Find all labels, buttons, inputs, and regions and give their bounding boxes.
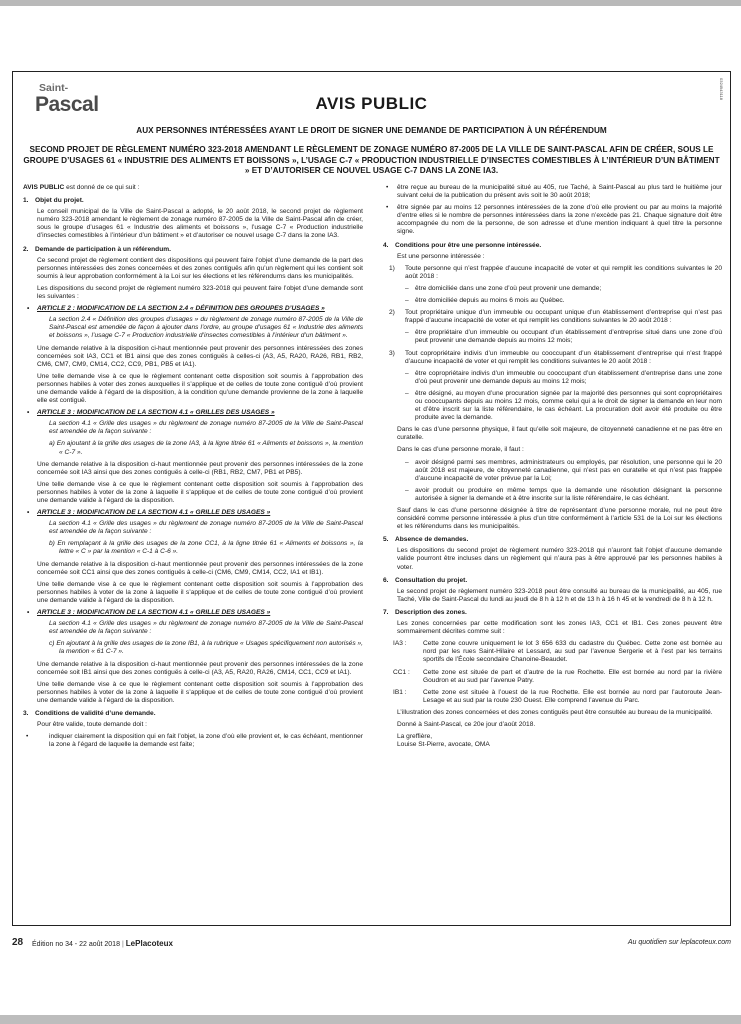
item-text: Tout copropriétaire indivis d’un immeuble ou cooccupant d’un établissement d’entreprise qui n’est frappé d’aucune incapacité de voter et qui remplit les conditions suivantes le 20 août 2018 : [405,349,722,365]
item-number: 2) [389,309,395,317]
section-title: Objet du projet. [35,197,84,205]
article-item: b) En remplaçant à la grille des usages de la zone CC1, à la ligne titrée 61 « Aliments et boissons », la lettre « C » par la mention « C-1 à C-6 ». [49,540,363,556]
section-2-heading [23,246,363,254]
dash-item: – être désigné, au moyen d’une procuration signée par la majorité des personnes qui sont copropriétaires ou cooccupants depuis au moins 12 mois, comme celui qui a le droit de signer la demande en leur nom et d’être inscrit sur la liste référendaire, le cas échéant. La procuration doit avoir été produite ou être produite avec la demande. [383,390,722,422]
signature-name: Louise St-Pierre, avocate, OMA [397,741,490,749]
section-title: Absence de demandes. [395,536,469,544]
article-item: a) En ajoutant à la grille des usages de la zone IA3, à la ligne titrée 61 « Aliments et boissons », la mention « C-7 ». [49,440,363,456]
intro-bold: AVIS PUBLIC [23,184,65,191]
notice-heading: SECOND PROJET DE RÈGLEMENT NUMÉRO 323-2018 AMENDANT LE RÈGLEMENT DE ZONAGE NUMÉRO 87-2005 DE LA VILLE DE SAINT-PASCAL AFIN DE CRÉER, SOUS LE GROUPE D’USAGES 61 « INDUSTRIE DES ALIMENTS ET BOISSONS », L’USAGE C-7 « PRODUCTION INDUSTRIELLE D’INSECTES COMESTIBLES À L’INTÉRIEUR D’UN BÂTIMENT » ET D’AUTORISER CE NOUVEL USAGE C-7 DANS LA ZONE IA3. [23,145,720,175]
edition-text: Édition no 34 - 22 août 2018 [32,941,120,948]
dash-item: – avoir désigné parmi ses membres, administrateurs ou employés, par résolution, une personne qui le 20 août 2018 est majeure, de citoyenneté canadienne, qui n’est pas en curatelle et qui n’est pas frappée d’aucune incapacité de voter prévue par la Loi; [383,459,722,483]
request-text: Une telle demande vise à ce que le règlement contenant cette disposition soit soumis à l’approbation des personnes habiles à voter des zones auxquelles il s’applique et de celles de toute zone contiguë d’où provient une demande valide à l’égard de la disposition, à la condition qu’une demande provienne de la zone à laquelle elle est contiguë. [37,372,363,405]
request-text: Une demande relative à la disposition ci-haut mentionnée peut provenir des personnes intéressées de la zone concernée soit IA3 ainsi que des zones contiguës à celle-ci (RB1, RB2, CM7, PB1 et PB5). [37,460,363,476]
section-4-text: Est une personne intéressée : [397,252,485,260]
item-text: Tout propriétaire unique d’un immeuble ou occupant unique d’un établissement d’entreprise qui n’est pas frappé d’aucune incapacité de voter et qui remplit les conditions suivantes le 20 août 2018 : [405,309,722,325]
section-6-text: Le second projet de règlement numéro 323-2018 peut être consulté au bureau de la municipalité, au 405, rue Taché, Ville de Saint-Pascal du lundi au jeudi de 8 h à 12 h et de 13 h à 16 h 45 et le vendredi de 8 h à 12 h. [397,587,722,603]
section-4-heading [383,242,722,250]
article-item: c) En ajoutant à la grille des usages de la zone IB1, à la rubrique « Usages spécifiquement non autorisés », la mention « 61 C-7 ». [49,640,363,656]
section-3-heading [23,710,363,718]
section-2-text-2: Les dispositions du second projet de règlement numéro 323-2018 qui peuvent faire l’objet d’une demande sont les suivantes : [37,284,363,301]
section-title: Description des zones. [395,608,467,616]
moral-person-text: Dans le cas d’une personne morale, il faut : [397,446,524,454]
bottom-gray-band [0,1015,741,1024]
section-number: 6. [383,576,389,584]
section-3-text: Pour être valide, toute demande doit : [37,721,147,729]
article-text: La section 4.1 « Grille des usages » du règlement de zonage numéro 87-2005 de la Ville de Saint-Pascal est amendée de la façon suivante : [49,620,363,636]
zone-item [383,669,722,685]
page-footer [12,937,731,951]
request-text: Une telle demande vise à ce que le règlement contenant cette disposition soit soumis à l’approbation des personnes habiles à voter de la zone à laquelle il s’applique et de celles de toute zone contiguë d’où provient une demande valide à l’égard de la disposition. [37,480,363,504]
right-column [383,184,722,753]
dash-item: – être propriétaire d’un immeuble ou occupant d’un établissement d’entreprise situé dans une zone d’où peut provenir une demande depuis au moins 12 mois; [383,329,722,345]
page-number: 28 [12,937,24,948]
zone-text: Cette zone couvre uniquement le lot 3 656 633 du cadastre du Québec. Cette zone est bornée au nord par les rues Saint-Hilaire et Lessard, au sud par l’avenue Sergerie et à l’est par les terrains sportifs de l’École secondaire Chanoine-Beaudet. [423,640,722,664]
section-5-heading [383,536,722,544]
zone-text: Cette zone est située à l’ouest de la rue Rochette. Elle est bornée au nord par l’autoroute Jean-Lesage et au sud par la route 230 Ouest. Elle comprend l’avenue du Parc. [423,688,722,704]
dash-item: – avoir produit ou produire en même temps que la demande une résolution désignant la personne autorisée à signer la demande et à être inscrite sur la liste référendaire, le cas échéant. [383,487,722,503]
section-1-text: Le conseil municipal de la Ville de Saint-Pascal a adopté, le 20 août 2018, le second projet de règlement numéro 323-2018 amendant le règlement de zonage numéro 87-2005 de la Ville de Saint-Pascal afin de créer, sous le groupe d’usages 61 « Industrie des aliments et boissons », l’usage C-7 « Production industrielle d’insectes comestibles à l’intérieur d’un bâtiment » et d’autoriser ce nouvel usage C-7 dans la zone IA3. [37,208,363,240]
numbered-item [383,309,722,325]
request-text: Une demande relative à la disposition ci-haut mentionnée peut provenir des personnes intéressées de la zone concernée soit CC1 ainsi que des zones contiguës à celle-ci (CM6, CM9, CM14, CC2, IA1 et IB1). [37,560,363,576]
intro-rest: est donné de ce qui suit : [64,184,140,191]
zone-code: IB1 : [393,688,407,696]
section-title: Consultation du projet. [395,576,468,584]
section-number: 3. [23,709,29,717]
section-7-text: Les zones concernées par cette modification sont les zones IA3, CC1 et IB1. Ces zones peuvent être sommairement décrites comme suit : [397,620,722,636]
item-number: 1) [389,264,395,272]
exception-text: Sauf dans le cas d’une personne désignée à titre de représentant d’une personne morale, nul ne peut être considéré comme personne intéressée à plus d’un titre conformément à l’article 531 de la Loi sur les élections et les référendums dans les municipalités. [397,507,722,531]
signature-date: Donné à Saint-Pascal, ce 20e jour d’août 2018. [397,720,536,728]
signature-role: La greffière, [397,733,433,741]
article-heading: • ARTICLE 3 : MODIFICATION DE LA SECTION 4.1 « GRILLE DES USAGES » [23,609,363,617]
section-6-heading [383,577,722,585]
condition-bullet: • indiquer clairement la disposition qui en fait l’objet, la zone d’où elle provient et, le cas échéant, mentionner la zone à l’égard de laquelle la demande est faite; [23,733,363,749]
item-text: Toute personne qui n’est frappée d’aucune incapacité de voter et qui remplit les conditions suivantes le 20 août 2018 : [405,264,722,280]
condition-bullet: • être signée par au moins 12 personnes intéressées de la zone d’où elle provient ou par au moins la majorité d’entre elles si le nombre de personnes intéressées dans la zone n’excède pas 21. Chaque signature doit être accompagnée du nom de la personne, de son adresse et d’une mention indiquant à quel titre la personne signe. [383,204,722,236]
notice-title: AVIS PUBLIC [315,94,428,113]
section-title: Conditions pour être une personne intéressée. [395,241,542,249]
zone-code: IA3 : [393,640,407,648]
dash-item: – être domiciliée dans une zone d’où peut provenir une demande; [383,285,722,293]
numbered-item [383,265,722,281]
article-heading: • ARTICLE 3 : MODIFICATION DE LA SECTION 4.1 « GRILLES DES USAGES » [23,409,363,417]
condition-bullet: • être reçue au bureau de la municipalité situé au 405, rue Taché, à Saint-Pascal au plus tard le huitième jour suivant celui de la publication du présent avis soit le 30 août 2018; [383,184,722,200]
request-text: Une demande relative à la disposition ci-haut mentionnée peut provenir des personnes intéressées de la zone concernée soit IB1 ainsi que des zones contiguës à celle-ci (A3, A5, RA20, RA26, CM14, CC1, CC9 et IA1). [37,660,363,676]
public-notice-box [12,71,731,926]
edition-info [32,939,173,948]
article-heading: • ARTICLE 2 : MODIFICATION DE LA SECTION 2.4 « DÉFINITION DES GROUPES D’USAGES » [23,305,363,313]
left-column [23,184,363,753]
top-gray-band [0,0,741,6]
logo-text-top: Saint- [39,82,69,94]
request-text: Une demande relative à la disposition ci-haut mentionnée peut provenir des personnes intéressées des zones concernées soit IA3, CC1 et IB1 ainsi que des zones contiguës à celles-ci (A3, A5, RA20, RA26, RB1, RB2, CM6, CM7, CM9, CM14, CC2, CC9, PB1, PB5 et IA1). [37,344,363,368]
zone-code: CC1 : [393,668,410,676]
section-number: 4. [383,241,389,249]
footer-separator: | [121,941,124,948]
section-number: 5. [383,536,389,544]
section-1-heading [23,197,363,205]
article-text: La section 4.1 « Grille des usages » du règlement de zonage numéro 87-2005 de la Ville de Saint-Pascal est amendée de la façon suivante : [49,420,363,436]
section-number: 7. [383,608,389,616]
notice-code: 0324943118 [719,78,724,100]
section-title: Conditions de validité d’une demande. [35,709,156,717]
item-number: 3) [389,349,395,357]
section-title: Demande de participation à un référendum. [35,245,171,253]
logo-text-main: Pascal [35,93,99,116]
article-text: La section 4.1 « Grille des usages » du règlement de zonage numéro 87-2005 de la Ville de Saint-Pascal est amendée de la façon suivante : [49,520,363,536]
intro [23,184,363,192]
article-text: La section 2.4 « Définition des groupes d’usages » du règlement de zonage numéro 87-2005 de la Ville de Saint-Pascal est amendée de façon à ajouter dans l’ordre, au groupe d’usages 61 « Industrie des aliments et boissons », l’usage C-7 « Production industrielle d’insectes comestibles à l’intérieur d’un bâtiment ». [49,316,363,340]
section-number: 1. [23,197,29,205]
numbered-item [383,350,722,366]
dash-item: – être copropriétaire indivis d’un immeuble ou cooccupant d’un établissement d’entreprise dans une zone d’où peut provenir une demande depuis au moins 12 mois; [383,370,722,386]
zone-text: Cette zone est située de part et d’autre de la rue Rochette. Elle est bornée au nord par la rivière Goudron et au sud par l’avenue Patry. [423,668,722,684]
zone-item [383,689,722,705]
section-7-heading [383,609,722,617]
section-7-text-2: L’illustration des zones concernées et des zones contiguës peut être consultée au bureau de la municipalité. [397,708,713,716]
dash-item: – être domiciliée depuis au moins 6 mois au Québec. [383,297,722,305]
request-text: Une telle demande vise à ce que le règlement contenant cette disposition soit soumis à l’approbation des personnes habiles à voter de la zone à laquelle il s’applique et de celles de toute zone contiguë d’où provient une demande valide à l’égard de la disposition. [37,680,363,704]
website-tagline: Au quotidien sur leplacoteux.com [627,939,731,946]
notice-subtitle: AUX PERSONNES INTÉRESSÉES AYANT LE DROIT DE SIGNER UNE DEMANDE DE PARTICIPATION À UN RÉFÉRENDUM [136,126,607,135]
section-number: 2. [23,245,29,253]
request-text: Une telle demande vise à ce que le règlement contenant cette disposition soit soumis à l’approbation des personnes habiles à voter de la zone à laquelle il s’applique et de celles de toute zone contiguë d’où provient une demande valide à l’égard de la disposition. [37,580,363,604]
physical-person-text: Dans le cas d’une personne physique, il faut qu’elle soit majeure, de citoyenneté canadienne et ne pas être en curatelle. [397,426,722,442]
zone-item [383,640,722,664]
section-2-text-1: Ce second projet de règlement contient des dispositions qui peuvent faire l’objet d’une demande de la part des personnes intéressées des zones concernées et des zones contiguës afin qu’un règlement qui les contient soit soumis à leur approbation conformément à la Loi sur les élections et les référendums dans les municipalités. [37,256,363,280]
article-heading: • ARTICLE 3 : MODIFICATION DE LA SECTION 4.1 « GRILLE DES USAGES » [23,509,363,517]
section-5-text: Les dispositions du second projet de règlement numéro 323-2018 qui n’auront fait l’objet d’aucune demande valide pourront être incluses dans un règlement qui n’aura pas à être approuvé par les personnes habiles à voter. [397,547,722,571]
brand-name: LePlacoteux [125,939,173,948]
